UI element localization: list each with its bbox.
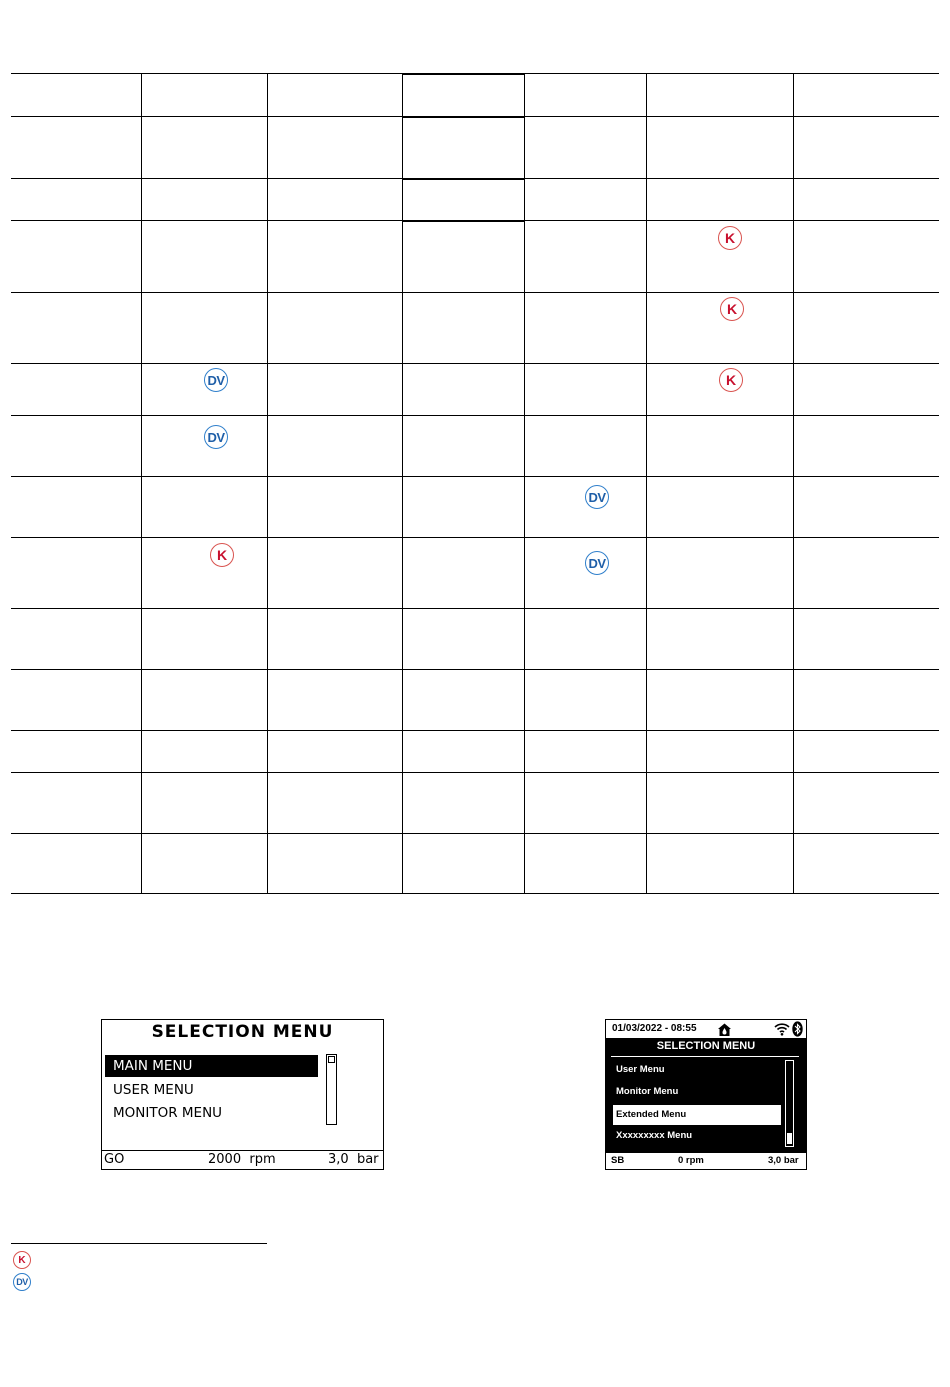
status-pressure: 3,0 bar <box>328 1152 379 1167</box>
menu-item-monitor[interactable]: MONITOR MENU <box>113 1105 223 1121</box>
table-row-line <box>11 833 939 834</box>
status-speed: 0 rpm <box>678 1155 704 1166</box>
scrollbar[interactable] <box>326 1054 337 1125</box>
status-state: SB <box>611 1155 625 1166</box>
menu-item-user[interactable]: User Menu <box>616 1064 665 1075</box>
dv-marker-icon: DV <box>585 551 609 575</box>
table-column-line <box>402 73 403 894</box>
lcd-selection-menu-screen <box>101 1019 384 1170</box>
dv-marker-icon: DV <box>585 485 609 509</box>
table-row-line <box>11 669 939 670</box>
dv-marker-icon: DV <box>204 425 228 449</box>
table-column-line <box>524 73 525 894</box>
table-row-line <box>11 608 939 609</box>
table-column-line <box>646 73 647 894</box>
settings-table <box>11 73 939 894</box>
table-highlight-line <box>402 179 525 180</box>
screen-title: SELECTION MENU <box>656 1040 756 1052</box>
dv-legend-icon: DV <box>13 1273 31 1291</box>
table-highlight-line <box>402 74 525 75</box>
table-row-line <box>11 415 939 416</box>
table-row-line <box>11 772 939 773</box>
table-row-line <box>11 537 939 538</box>
menu-item-main[interactable]: MAIN MENU <box>105 1055 318 1077</box>
status-state: GO <box>104 1152 125 1167</box>
k-marker-icon: K <box>720 297 744 321</box>
menu-item-xxxxxxxxx[interactable]: Xxxxxxxxx Menu <box>616 1130 693 1141</box>
table-highlight-line <box>402 221 525 222</box>
table-border-bottom <box>11 893 939 894</box>
table-row-line <box>11 476 939 477</box>
k-marker-icon: K <box>718 226 742 250</box>
table-column-line <box>793 73 794 894</box>
table-row-line <box>11 292 939 293</box>
scrollbar-thumb[interactable] <box>787 1133 792 1144</box>
table-column-line <box>141 73 142 894</box>
title-divider <box>611 1056 799 1057</box>
datetime: 01/03/2022 - 08:55 <box>612 1023 697 1034</box>
footnote-divider <box>11 1243 267 1244</box>
k-marker-icon: K <box>719 368 743 392</box>
table-highlight-line <box>402 117 525 118</box>
status-speed: 2000 rpm <box>208 1152 276 1167</box>
top-bar <box>606 1020 806 1038</box>
screen-title: SELECTION MENU <box>151 1022 334 1042</box>
status-pressure: 3,0 bar <box>768 1155 799 1166</box>
menu-item-user[interactable]: USER MENU <box>113 1082 194 1098</box>
table-row-line <box>11 363 939 364</box>
status-bar <box>102 1150 383 1169</box>
scrollbar-thumb[interactable] <box>328 1056 335 1063</box>
table-column-line <box>267 73 268 894</box>
k-marker-icon: K <box>210 543 234 567</box>
k-legend-icon: K <box>13 1251 31 1269</box>
scrollbar[interactable] <box>785 1060 794 1147</box>
menu-item-monitor[interactable]: Monitor Menu <box>616 1086 679 1097</box>
menu-item-extended[interactable]: Extended Menu <box>613 1105 781 1125</box>
table-row-line <box>11 730 939 731</box>
tft-selection-menu-screen <box>605 1019 807 1170</box>
dv-marker-icon: DV <box>204 368 228 392</box>
status-bar <box>606 1153 806 1169</box>
